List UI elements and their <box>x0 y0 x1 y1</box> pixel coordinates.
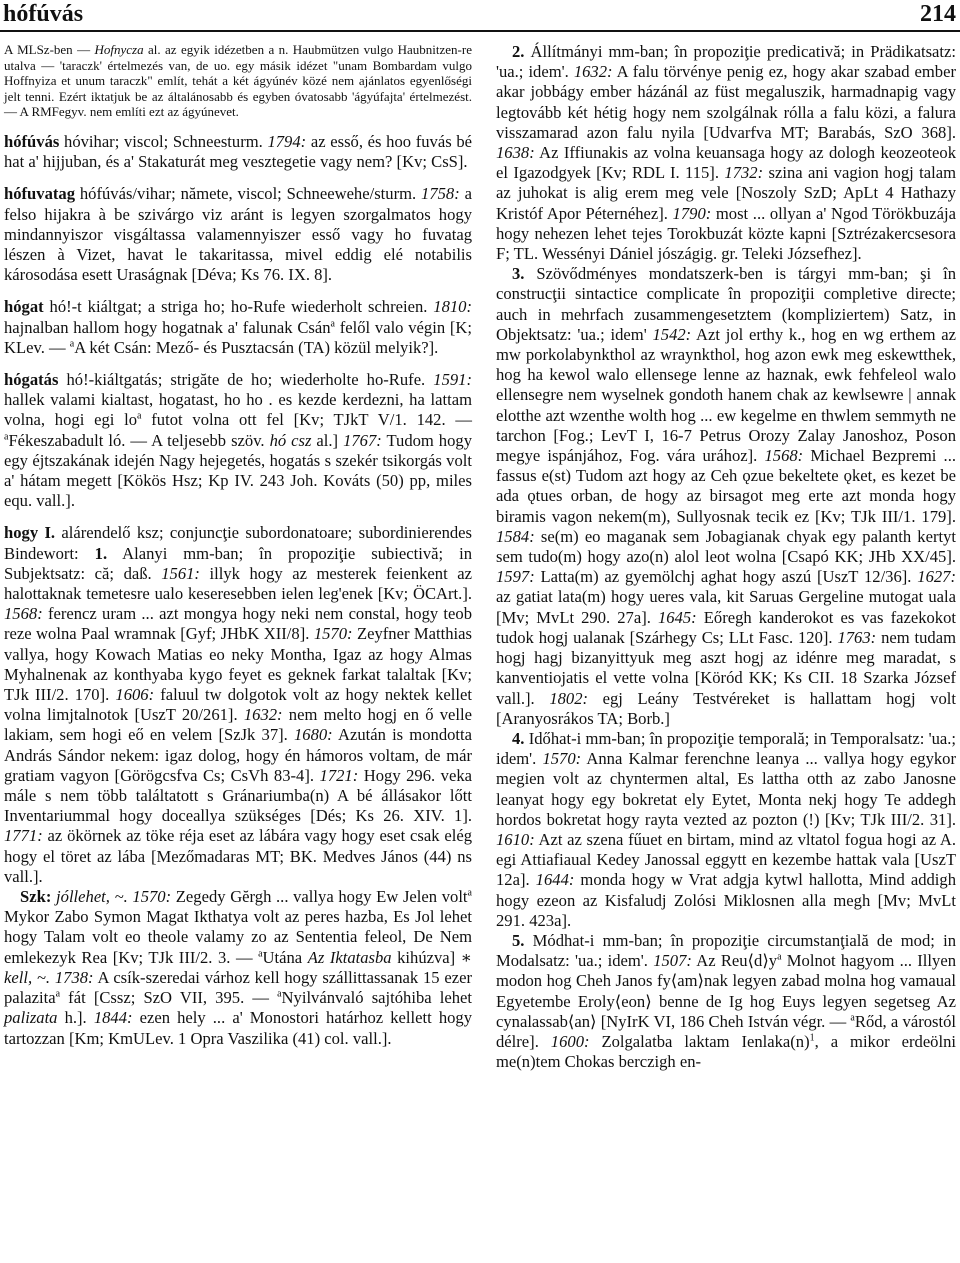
text-run: A két Csán: Mező- és Pusztacsán (TA) közül melyik?]. <box>74 337 439 357</box>
text-run: 1721: <box>319 765 359 785</box>
text-run: A falu törvénye penig ez, hogy akar szabad ember akar jobbágy ember házánál az füst megaluszik, harmadnapig vagy legtovább két hétig hogy nem szolgálnak rólla a falu közi, a falura visszamarad azon falu nyila [Udvarfva MT; Barabás, SzO 368]. <box>496 62 956 142</box>
text-run: a <box>55 988 61 1000</box>
text-run: Azután is mondotta András Sándor nekem: igaz dolog, hogy én hámoros voltam, de már gratiam vagyon [Görögcsfva Cs; CsVh 83-4]. <box>4 725 472 785</box>
text-run: 1732: <box>724 163 764 183</box>
text-run: 1763: <box>837 627 877 647</box>
text-run: az esső, és hoo fuvás bé hat a' hijjuban, és a' Stakaturát meg vesztegetie vagy nem? [Kv; CsS]. <box>4 131 472 172</box>
text-run: 1 <box>809 1032 815 1044</box>
text-run: hó!-kiáltgatás; strigăte de ho; wiederholte ho-Rufe. <box>58 370 434 389</box>
text-run: Rőd, a várostól délre]. <box>496 1011 956 1051</box>
text-run: Állítmányi mm-ban; în propoziţie predicativă; in Prädikatsatz: 'ua.; idem'. <box>496 42 956 82</box>
text-run: 1794: <box>267 131 307 151</box>
entry-hogy-szk <box>4 887 472 1049</box>
text-run: al. az egyik idézetben a n. Haubmützen vulgo Haubnitzen-re utalva — 'taraczk' értelmezés van, de uo. egy másik idézet "unam Bombardam vulgo Hoffnyiza et unum taraczk" említ, tehát a két ágyúnév közé nem ajánlatos egyenlőségi jelt tenni. Ezért iktatjuk be az általánosabb és egyben óvatosabb 'ágyúfajta' értelmezést. — A RMFegyv. nem említi ezt az ágyúnevet. <box>4 42 472 120</box>
text-run: Módhat-i mm-ban; în propoziţie circumstanţială de mod; in Modalsatz: 'ua.; idem'. <box>496 930 956 971</box>
text-run: az ökörnek az töke réja eset az lábára vagy hogy eset csak elég hogy el töret az lába [Mezőmadaras MT; BK. Medves János (44) ns vall.]. <box>4 826 472 886</box>
text-run: Hogy 296. veka mále s nem több találtatott s Gránariumba(n) A bé állásakor lőtt Inventariummal hogy doceallya szükséges [Dés; Ks 26. XIV. 1]. <box>4 765 473 826</box>
text-run: most ... ollyan a' Ngod Törökbuzája hogy nehezen lehet tejes Torokbuzát közte kapni [Sztrézakercsesora F; TL. Wessényi Dániel jószágig. gr. Teleki Józsefhez]. <box>496 203 956 264</box>
text-run: kell, ~. <box>4 967 51 987</box>
text-run: hó!-t kiáltgat; a striga ho; ho-Rufe wiederholt schreien. <box>43 297 434 317</box>
text-run: 1. <box>94 543 108 563</box>
entry-hogy <box>4 523 472 887</box>
page-number: 214 <box>920 1 956 27</box>
text-run: nem tudam hogj hagj bizanyittyuk meg aszt hogj az idénre meg maradat, s kanventiojatis el vette volna [Köród KK; Ks CII. 18 Szarka József vall.]. <box>496 627 957 708</box>
page-header <box>0 0 960 32</box>
text-run: 1632: <box>243 705 283 725</box>
text-run: Nyilvánvaló sajtóhiba lehet <box>281 988 473 1008</box>
text-run: 1810: <box>433 297 472 317</box>
text-run: a <box>4 431 9 443</box>
text-run: hallek valami kialtast, hogatast, ho ho . es kezde kerdezni, ha lattam volna, hogi egi lo <box>4 390 472 430</box>
text-run: hófúvás/vihar; nămete, viscol; Schneewehe/sturm. <box>75 184 422 204</box>
text-run: 1591: <box>433 370 472 389</box>
text-run: 1568: <box>764 446 804 466</box>
text-run: 1844: <box>93 1008 133 1028</box>
text-run: Alanyi mm-ban; în propoziţie subiectivă; in Subjektsatz: că; daß. <box>4 543 473 583</box>
text-run: Azt az szena fűuet en birtam, mind az vltatol fogua hogi az A. egi Attiafiaual Kedey Janossal eggytt en kezembe hattak vala [UszT 12a]. <box>496 829 956 890</box>
left-column <box>4 42 472 1049</box>
text-run: hófúvás <box>4 131 60 151</box>
text-run: Mykor Zabo Symon Magat Ikthatya volt az peres hazba, Es Jol lehet hogy Talam volt eo theole valamy zo az Sententia feleol, De Nem emlekezyk Rea [Kv; TJk III/2. 3. — <box>4 907 472 967</box>
text-run: hó csz <box>269 430 312 450</box>
text-run: h.]. <box>57 1008 94 1028</box>
text-run: 1638: <box>496 143 535 163</box>
note-hofnycza <box>4 42 472 120</box>
text-run: Szk: <box>20 887 52 907</box>
text-run: Zolgalatba laktam Ienlaka(n) <box>589 1031 810 1051</box>
right-column <box>496 42 956 1072</box>
text-run: Zeyfner Matthias vallya, hogy Kowach Matias eo neky Montha, Igaz az hogy Almas Myhalnenak az konthyaba kygo feyet es geknek farkat talaltak [Kv; TJk III/2. 170]. <box>4 624 472 705</box>
text-run: az gatiat lata(m) hogy ueres vala, kit Saruas Gergeline mutogat uala [Mv; MvLt 290. 27a]. <box>496 587 956 627</box>
text-run: a <box>777 951 782 963</box>
text-run: Latta(m) az gyemölchj aghat hogy aszú [UszT 12/36]. <box>534 567 918 587</box>
text-run: 1645: <box>657 607 697 627</box>
text-run: 1680: <box>293 725 333 745</box>
text-run: 1600: <box>550 1031 590 1051</box>
text-run: 1507: <box>653 951 692 971</box>
text-run: egj Leány Testvéreket is hallattam hogj volt [Aranyosrákos TA; Borb.] <box>496 688 956 728</box>
text-run: ferencz uram ... azt mongya hogy neki nem constal, hogy teob reze wolna Paal wramnak [Gyf; JHbK XII/8]. <box>4 604 472 644</box>
text-run: 1597: <box>496 567 535 587</box>
text-run: szina ani vagion hogj talam az juhokat is alig erem meg vele [Noszoly SzD; ApLt 4 Hathazy Kristóf Apor Péternéhez]. <box>496 163 956 223</box>
text-run: a <box>137 410 142 422</box>
text-run: Szövődményes mondatszerk-ben is tárgyi mm-ban; şi în construcţii sintactice complicate în propoziţii completive directe; auch in mehrfach zusammengesetztem (kompliziertem) Satz, in Objektsatz: 'ua.; idem' <box>496 264 956 344</box>
text-run: a <box>330 318 335 330</box>
text-run: Azt jol erthy k., hog en wg erthem az mw porkolabynkthol az wraynkthol, hog azon ewk meg eskewtthek, hog ha kewol walo ellensege lenne az haznak, ewk fehfeleol walo ellensegre nem wyselnek gondoth hanem chak az kewlsewre | annak elotthe azt wzenthe wolth hog ... ew kegelme en thwlem semmyth ne tarchon [Fog.; LevT I, 16-7 Petrus Orozy Zalay Janoshoz, Poson megye ispánjához, Fog. vára urához]. <box>496 324 956 466</box>
text-run: 5. <box>512 930 525 950</box>
text-run: 1570: <box>313 624 353 644</box>
text-run: Időhat-i mm-ban; în propoziţie temporală; in Temporalsatz: 'ua.; idem'. <box>496 728 956 769</box>
para-4 <box>496 729 956 931</box>
text-run: 1644: <box>535 870 575 890</box>
text-run: 1570: <box>542 749 582 769</box>
text-run: a <box>277 988 282 1000</box>
text-run: Michael Bezpremi ... fassus e(st) Tudom azt hogy az Ceh ǫzue bekeltete ǫket, es kezet be ada ǫtues orban, de hogy az birsagot meg erte azt monda hogy biramis vagon nekem(m), Sullyosnak tecik ez [Kv; TJk III/1. 179]. <box>496 446 956 526</box>
text-run: Az Reu⟨d⟩y <box>691 951 778 971</box>
entry-hofuvatag <box>4 184 472 285</box>
text-run: a <box>258 948 263 960</box>
text-run: hóvihar; viscol; Schneesturm. <box>59 131 268 151</box>
text-run: 1632: <box>573 62 613 82</box>
text-run: hogy I. <box>4 523 56 543</box>
text-run: 3. <box>512 264 525 284</box>
text-run: Eőregh kanderokot es vas fazekokot tudok hogj ualanak [Szárhegy Cs; LLt Fasc. 120]. <box>496 607 956 647</box>
entry-hofuvas <box>4 132 472 172</box>
text-run: 4. <box>512 728 525 748</box>
text-run: palizata <box>4 1008 58 1028</box>
text-run: 1570: <box>132 887 172 907</box>
text-run: kihúzva] ∗ <box>391 947 472 967</box>
text-run: A MLSz-ben — <box>4 42 95 57</box>
text-run: 1767: <box>343 430 382 450</box>
text-run: Tudom hogy egy éjtszakának idején Nagy hejegetés, hogatás s szekér tsikorgás volt a' hátam megett [Kökös Hsz; Kp IV. 243 Joh. Kováts (50) pp, miles equ. vall.]. <box>4 430 472 511</box>
text-run: 1610: <box>496 829 535 849</box>
text-run: 1738: <box>54 967 94 987</box>
text-run: 1561: <box>161 563 200 583</box>
text-run: 1584: <box>496 526 535 546</box>
text-run: 1790: <box>672 203 712 223</box>
text-run: hajnalban hallom hogy hogatnak a' falunak Csán <box>4 317 331 337</box>
text-run: hófuvatag <box>4 184 75 204</box>
para-5 <box>496 931 956 1072</box>
text-run: Az Iktatasba <box>307 947 392 967</box>
text-run: Molnot hagyom ... Illyen modon hog Cheh Janos fy⟨am⟩nak legyen zabad molna hog vamaual Egyetembe Eroly⟨eon⟩ benne de Ig hog Euys legyen segetseg Az cynalassab⟨an⟩ [NyIrK VI, 186 Cheh István végr. — <box>496 951 956 1031</box>
text-run: a <box>467 887 472 899</box>
text-run: a <box>69 338 75 350</box>
running-headword: hófúvás <box>3 1 84 27</box>
text-run: Zegedy Gĕrgh ... vallya hogy Ew Jelen volt <box>171 887 468 907</box>
text-run: se(m) eo maganak sem Jobagianak chyak egy palanth kertyt sem tudo(m) hogy azo(n) alol leot wolna [Csapó KK; JHb XX/45]. <box>496 526 956 567</box>
text-run: 1542: <box>652 324 692 344</box>
text-run: 1771: <box>4 826 43 846</box>
text-run: 1758: <box>421 184 460 204</box>
text-run: hógat <box>4 297 44 317</box>
entry-hogat <box>4 297 472 358</box>
text-run: alárendelő ksz; conjuncţie subordonatoare; subordinierendes Bindewort: <box>4 523 473 563</box>
text-run: Utána <box>262 947 308 967</box>
text-run: futot volna ott fel [Kv; TJkT V/1. 142. — <box>141 410 472 430</box>
text-run: Anna Kalmar ferenchne leanya ... vallya hogy egykor megien volt az chyntermen altal, Es lattha otth az zabo Janosne leanyat hogy egy bokretat ely Eytet, Monta nekj hogy Te addegh hordos bokretat hogy rayta vezted az pozton (!) [Kv; TJk III/2. 31]. <box>496 749 956 829</box>
para-3 <box>496 264 956 729</box>
text-run: nem melto hogj en ő velle lakiam, sem hogi eő en velem [SzJk 37]. <box>4 705 472 745</box>
text-run: 2. <box>512 42 525 61</box>
text-run: illyk hogy az mesterek feienkent az halottaknak temetesre ualo keseresebben ielen leg'enek [Kv; ÖCArt.]. <box>4 563 472 604</box>
text-run: , a mikor erdeölni me(n)tem Chokas berczigh en- <box>496 1031 956 1072</box>
text-run: 1568: <box>4 604 43 624</box>
para-2 <box>496 42 956 264</box>
text-run: hógatás <box>4 370 59 389</box>
text-run: fát [Cssz; SzO VII, 395. — <box>60 988 278 1008</box>
text-run: a felso hijakra à be szivárgo viz aránt is legyen szorgalmatos hogy mindannyiszor visgáltassa valamennyiszer esső vagy ho fuvatag lészen à Vizet, havat le takaritassa, mivel eddig elé notabilis károsodása esett Uraságnak [Déva; Ks 76. IX. 8]. <box>4 184 472 285</box>
text-run: al.] <box>311 430 344 450</box>
text-run: Fékeszabadult ló. — A teljesebb szöv. <box>8 430 270 450</box>
text-run: faluul tw dolgotok volt az hogy nektek kellet volna limjtalnotok [UszT 20/261]. <box>4 685 472 725</box>
text-run: ezen hely ... a' Monostori határhoz kellett hogy tartozzan [Km; KmULev. 1 Opra Vaszilika (41) col. vall.]. <box>4 1008 473 1048</box>
text-run: monda hogy w Vrat adgja kytwl hallotta, Mind addigh hogy ezeon az Kisfaludj Zolósi Miklosnen alla megh [Mv; MvLt 291. 423a]. <box>496 870 956 930</box>
text-run: 1802: <box>549 688 589 708</box>
text-run: felől valo végin [K; KLev. — <box>4 317 473 357</box>
entry-hogatas <box>4 370 472 511</box>
text-run: 1606: <box>115 685 155 705</box>
text-run: 1627: <box>917 567 956 587</box>
text-run: jóllehet, ~. <box>56 887 128 907</box>
text-run: Az Iffiunakis az volna keuansaga hogy az dologh keozeoteok el Igazodgyek [Kv; RDL I. 115]. <box>496 143 956 183</box>
text-run: A csík-szeredai várhoz kell hogy szállittassanak 15 ezer palazita <box>4 967 472 1008</box>
text-run: Hofnycza <box>94 42 144 57</box>
text-run: a <box>850 1012 855 1024</box>
